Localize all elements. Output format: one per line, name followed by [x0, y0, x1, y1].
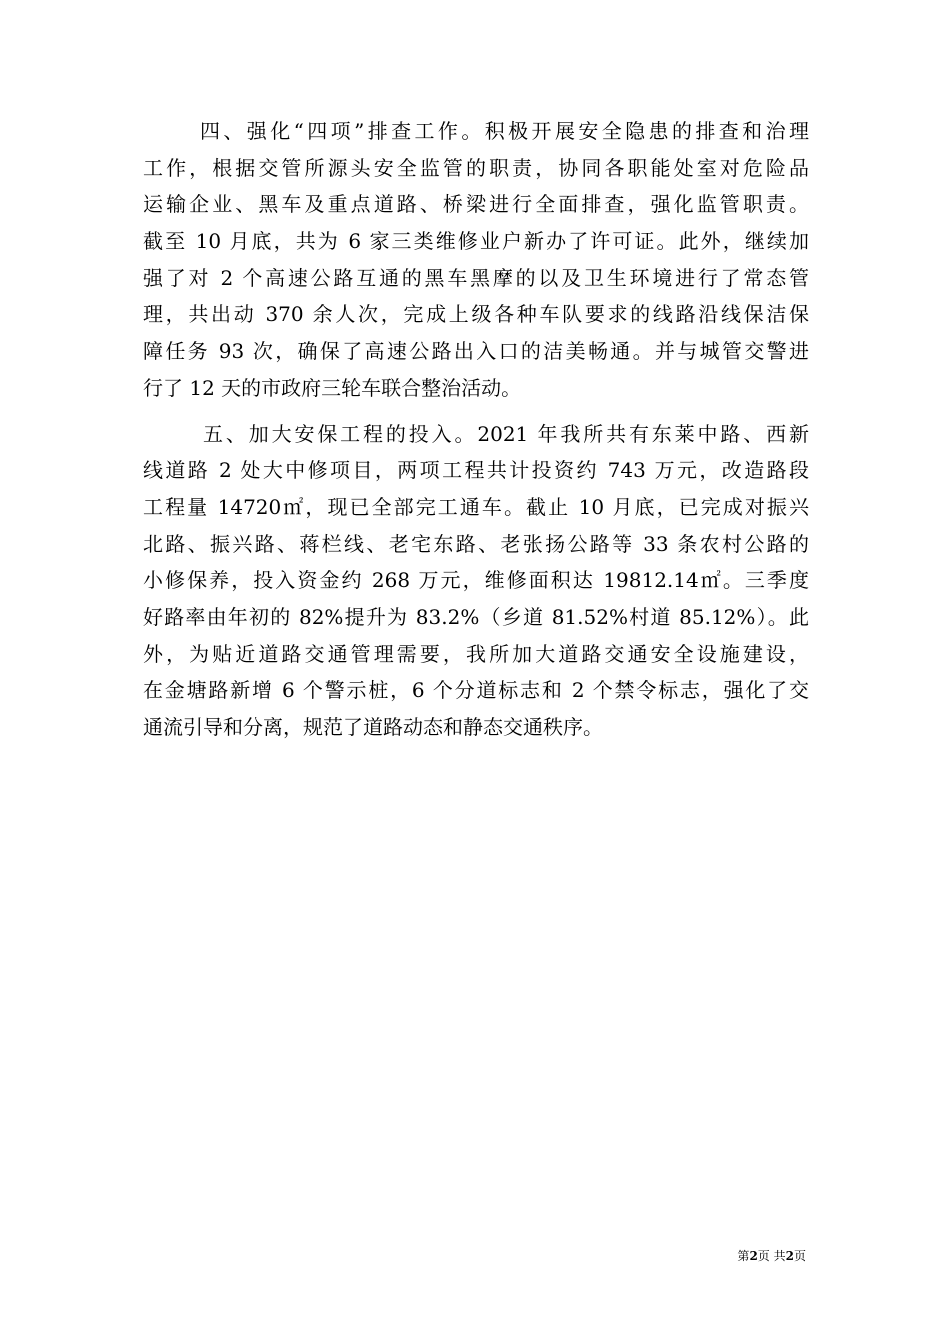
paragraph-line: 外，为贴近道路交通管理需要，我所加大道路交通安全设施建设，	[143, 641, 809, 666]
footer-middle: 页 共	[757, 1249, 786, 1263]
paragraph-line: 好路率由年初的 82%提升为 83.2%（乡道 81.52%村道 85.12%）。此	[143, 604, 809, 629]
page-footer	[737, 1248, 806, 1264]
paragraph-line: 工作，根据交管所源头安全监管的职责，协同各职能处室对危险品	[143, 155, 809, 180]
paragraph-line: 强了对 2 个高速公路互通的黑车黑摩的以及卫生环境进行了常态管	[143, 265, 809, 290]
footer-prefix: 第	[737, 1249, 750, 1263]
paragraph-line: 行了 12 天的市政府三轮车联合整治活动。	[143, 375, 522, 400]
paragraph-line: 在金塘路新增 6 个警示桩，6 个分道标志和 2 个禁令标志，强化了交	[143, 678, 809, 703]
paragraph-line: 四、强化“四项”排查工作。积极开展安全隐患的排查和治理	[200, 119, 809, 143]
paragraph-line: 运输企业、黑车及重点道路、桥梁进行全面排查，强化监管职责。	[143, 192, 809, 217]
paragraph-line: 工程量 14720㎡，现已全部完工通车。截止 10 月底，已完成对振兴	[143, 494, 809, 519]
paragraph-line: 北路、振兴路、蒋栏线、老宅东路、老张扬公路等 33 条农村公路的	[143, 531, 809, 556]
footer-current-page: 2	[749, 1249, 758, 1263]
paragraph-line: 小修保养，投入资金约 268 万元，维修面积达 19812.14㎡。三季度	[143, 568, 809, 593]
paragraph-line: 五、加大安保工程的投入。2021 年我所共有东莱中路、西新	[203, 421, 809, 446]
document-body	[143, 113, 809, 746]
paragraph-line: 截至 10 月底，共为 6 家三类维修业户新办了许可证。此外，继续加	[143, 229, 809, 254]
paragraph-line: 线道路 2 处大中修项目，两项工程共计投资约 743 万元，改造路段	[143, 458, 809, 483]
footer-total-pages: 2	[785, 1249, 794, 1263]
paragraph-four	[143, 113, 809, 407]
footer-suffix: 页	[793, 1249, 806, 1263]
paragraph-line: 障任务 93 次，确保了高速公路出入口的洁美畅通。并与城管交警进	[143, 339, 809, 364]
paragraph-line: 通流引导和分离，规范了道路动态和静态交通秩序。	[143, 715, 603, 739]
paragraph-line: 理，共出动 370 余人次，完成上级各种车队要求的线路沿线保洁保	[143, 302, 809, 327]
paragraph-five	[143, 416, 809, 746]
